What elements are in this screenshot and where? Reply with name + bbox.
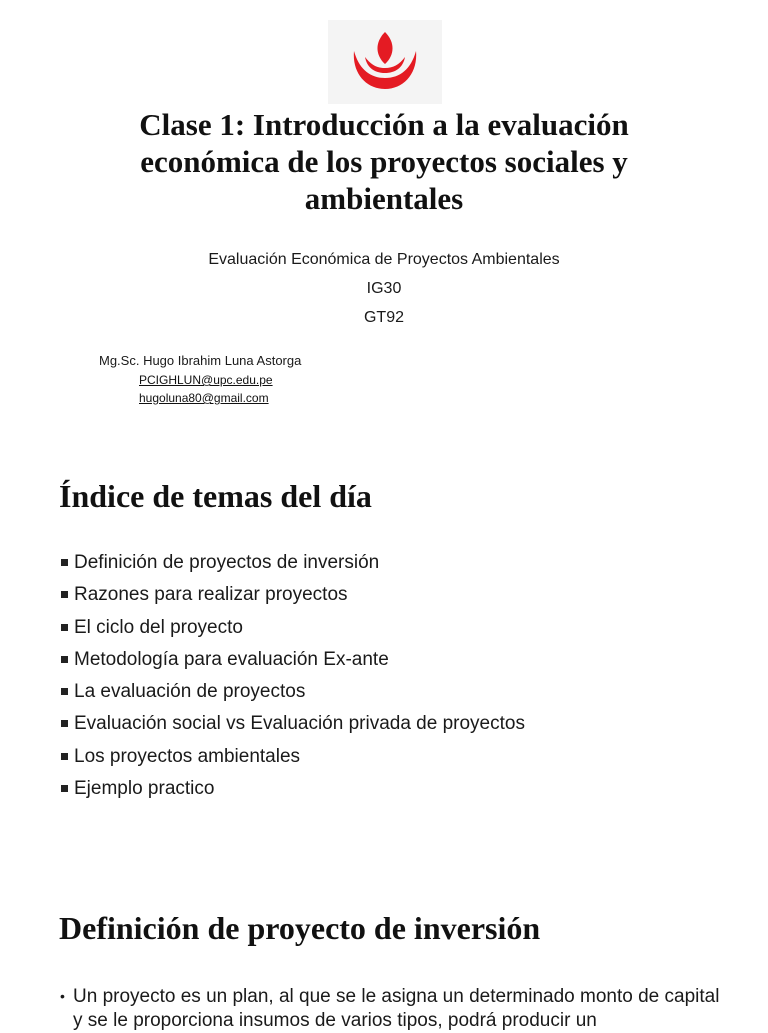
list-item: [60, 776, 525, 808]
upc-flame-logo-icon: [350, 29, 420, 95]
list-item-text: Ejemplo practico: [74, 778, 215, 800]
round-bullet-icon: •: [60, 988, 65, 1004]
definition-bullet: [60, 985, 720, 1033]
square-bullet-icon: [61, 624, 68, 631]
square-bullet-icon: [61, 688, 68, 695]
list-item-text: Definición de proyectos de inversión: [74, 552, 380, 573]
list-item-text: Metodología para evaluación Ex-ante: [74, 648, 389, 670]
list-item: [60, 550, 525, 582]
slide-title: Clase 1: Introducción a la evaluación económica de los proyectos sociales y ambientales: [139, 107, 629, 216]
university-logo: [328, 20, 442, 104]
email-link-upc[interactable]: PCIGHLUN@upc.edu.pe: [139, 373, 273, 387]
definition-heading: Definición de proyecto de inversión: [59, 910, 541, 946]
list-item-text: El ciclo del proyecto: [74, 616, 243, 638]
email-link-gmail[interactable]: hugoluna80@gmail.com: [139, 391, 269, 405]
list-item-text: Los proyectos ambientales: [74, 745, 301, 767]
list-item-text: Evaluación social vs Evaluación privada de proyectos: [74, 713, 525, 735]
course-name: Evaluación Económica de Proyectos Ambientales: [208, 251, 560, 268]
agenda-heading: Índice de temas del día: [59, 478, 372, 514]
list-item: [60, 647, 525, 679]
square-bullet-icon: [61, 753, 68, 760]
square-bullet-icon: [61, 591, 68, 598]
list-item: [60, 744, 525, 776]
list-item-text: Razones para realizar proyectos: [74, 584, 348, 606]
list-item-text: La evaluación de proyectos: [74, 681, 306, 703]
list-item: [60, 711, 525, 743]
square-bullet-icon: [61, 656, 68, 663]
square-bullet-icon: [61, 720, 68, 727]
agenda-list: [60, 550, 525, 808]
definition-text: Un proyecto es un plan, al que se le asigna un determinado monto de capital y se le proporciona insumos de varios tipos, podrá producir un: [73, 986, 720, 1031]
course-code-2: GT92: [363, 309, 404, 326]
list-item: [60, 615, 525, 647]
list-item: [60, 679, 525, 711]
list-item: [60, 582, 525, 614]
square-bullet-icon: [61, 559, 68, 566]
course-code-1: IG30: [366, 280, 402, 297]
square-bullet-icon: [61, 785, 68, 792]
author-name: Mg.Sc. Hugo Ibrahim Luna Astorga: [99, 353, 302, 368]
